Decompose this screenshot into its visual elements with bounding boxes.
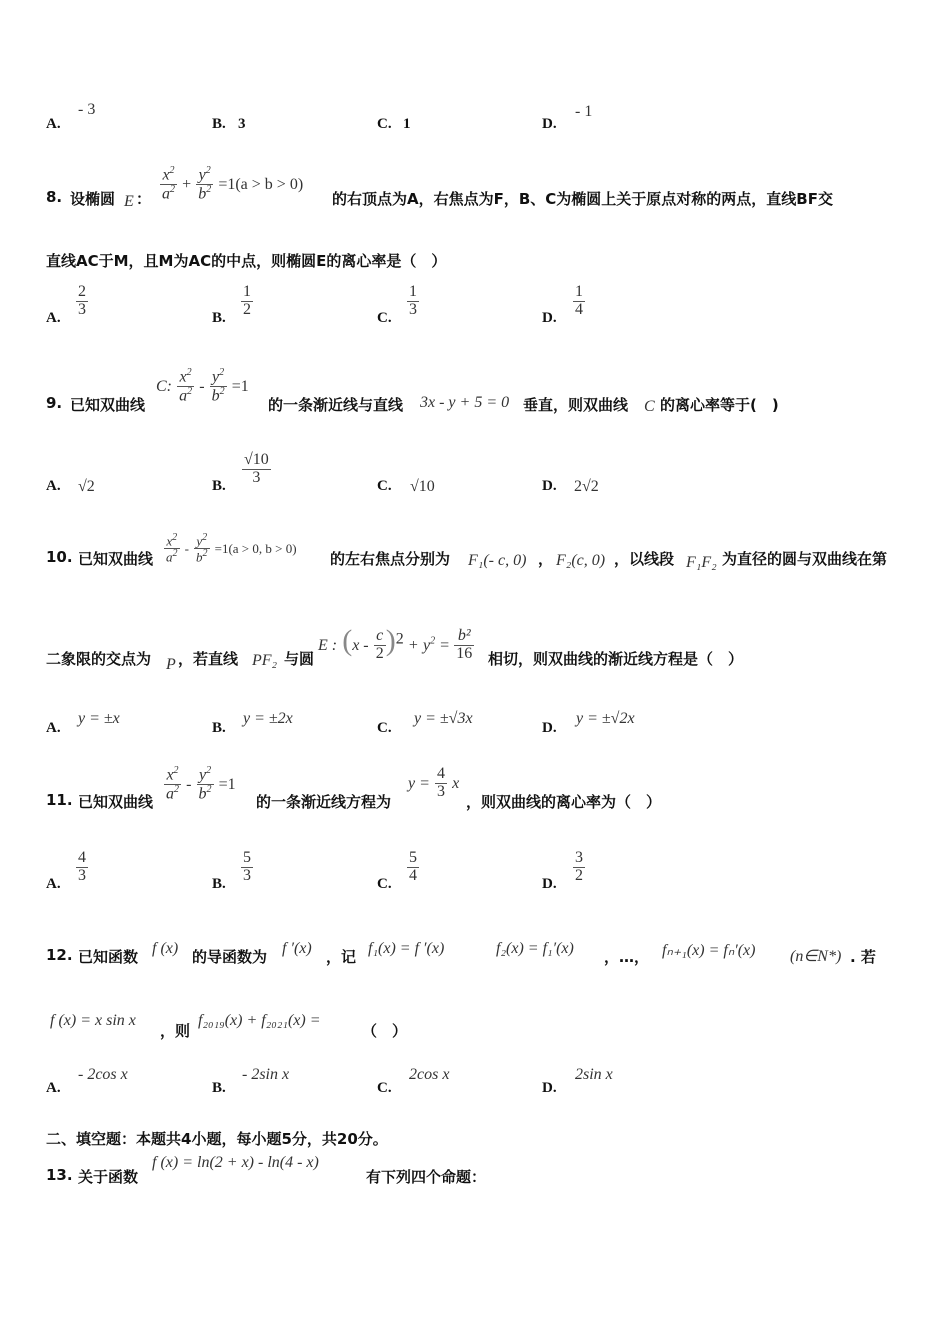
q7-option-b-value: 3 <box>238 116 246 132</box>
q9-option-a-value: √2 <box>78 478 95 495</box>
q12-option-d-value: 2sin x <box>575 1066 613 1083</box>
q7-option-b-label: B. <box>212 116 226 132</box>
q10-option-b-value: y = ±2x <box>243 710 293 727</box>
q11-option-b-value: 5 3 <box>243 849 251 884</box>
q12-option-a-label: A. <box>46 1080 61 1096</box>
q10-option-c-value: y = ±√3x <box>414 710 473 727</box>
q9-line-eq: 3x - y + 5 = 0 <box>420 394 510 411</box>
q10-point: P <box>166 656 176 673</box>
q8-option-a-value: 2 3 <box>78 283 86 318</box>
q12-paren: （ ） <box>362 1022 408 1040</box>
q10-segment: F₁F₂ <box>686 554 717 571</box>
q11-option-a-label: A. <box>46 876 61 892</box>
q12-domain: (n∈N*) <box>790 948 842 965</box>
q9-number: 9. <box>46 394 63 412</box>
q12-expr: f₂₀₁₉(x) + f₂₀₂₁(x) = <box>198 1012 321 1029</box>
q7-option-c-label: C. <box>377 116 392 132</box>
q9-prefix: 已知双曲线 <box>70 396 146 414</box>
q11-asymptote: y = $\frac{4}{3}$ x <box>408 765 460 800</box>
q8-equation: $\frac{x^2}{a^2}$ + $\frac{y^2}{b^2}$ =1(a > b > 0) <box>162 165 304 203</box>
q12-def1: f₁(x) = f ′(x) <box>368 940 445 957</box>
q12-fx: f (x) <box>152 940 179 957</box>
q8-text1: 的右顶点为A，右焦点为F，B、C为椭圆上关于原点对称的两点，直线BF交 <box>332 190 833 208</box>
q10-option-a-label: A. <box>46 720 61 736</box>
q9-text3: 的离心率等于( ) <box>660 396 779 414</box>
q9-curve-name: C <box>644 398 655 415</box>
q9-option-a-label: A. <box>46 478 61 494</box>
q7-option-a-value: - 3 <box>78 101 96 118</box>
q12-option-c-label: C. <box>377 1080 392 1096</box>
q11-option-b-label: B. <box>212 876 226 892</box>
q11-option-d-label: D. <box>542 876 557 892</box>
q9-equation: C: $\frac{x^2}{a^2}$ - $\frac{y^2}{b^2}$ =1 <box>156 367 249 405</box>
q9-option-c-value: √10 <box>410 478 435 495</box>
q7-option-c-value: 1 <box>403 116 411 132</box>
q9-option-c-label: C. <box>377 478 392 494</box>
q10-number: 10. <box>46 548 73 566</box>
q10-text7: 相切，则双曲线的渐近线方程是（ ） <box>488 650 744 668</box>
q10-f1: F₁(- c, 0) <box>468 552 527 569</box>
q8-equation-rest: =1(a > b > 0) <box>218 176 304 194</box>
q8-ellipse-name: E <box>124 193 134 210</box>
q9-option-b-label: B. <box>212 478 226 494</box>
q12-text4: ，则 <box>160 1022 191 1040</box>
q12-option-c-value: 2cos x <box>409 1066 450 1083</box>
q11-equation: $\frac{x^2}{a^2}$ - $\frac{y^2}{b^2}$ =1 <box>166 765 236 803</box>
q10-option-b-label: B. <box>212 720 226 736</box>
q11-option-c-value: 5 4 <box>409 849 417 884</box>
q8-option-a-label: A. <box>46 310 61 326</box>
q10-option-c-label: C. <box>377 720 392 736</box>
q10-line: PF₂ <box>252 652 278 669</box>
q10-prefix: 已知双曲线 <box>78 550 154 568</box>
q10-text1: 的左右焦点分别为 <box>330 550 451 568</box>
q10-text4: 二象限的交点为 <box>46 650 152 668</box>
q8-option-b-value: 1 2 <box>243 283 251 318</box>
q11-option-a-value: 4 3 <box>78 849 86 884</box>
q12-prefix: 已知函数 <box>78 948 139 966</box>
q8-option-c-value: 1 3 <box>409 283 417 318</box>
q8-option-b-label: B. <box>212 310 226 326</box>
q12-option-a-value: - 2cos x <box>78 1066 128 1083</box>
q12-text3: . 若 <box>850 948 876 966</box>
q10-text6: 与圆 <box>284 650 315 668</box>
q13-number: 13. <box>46 1166 73 1184</box>
q11-number: 11. <box>46 791 73 809</box>
q8-colon: ： <box>136 190 152 208</box>
q10-option-a-value: y = ±x <box>78 710 120 727</box>
q8-number: 8. <box>46 188 63 206</box>
q12-number: 12. <box>46 946 73 964</box>
q13-function: f (x) = ln(2 + x) - ln(4 - x) <box>152 1154 319 1171</box>
q12-given: f (x) = x sin x <box>50 1012 136 1029</box>
q10-circle-equation: E : (x - $\frac{c}{2}$ )$^2 + y^2$ = $\frac{\text{b²}}{16}$ <box>318 624 473 662</box>
q11-option-c-label: C. <box>377 876 392 892</box>
q10-option-d-value: y = ±√2x <box>576 710 635 727</box>
q7-option-d-value: - 1 <box>575 103 593 120</box>
q12-def2: f₂(x) = f₁′(x) <box>496 940 574 957</box>
q9-option-d-value: 2√2 <box>574 478 599 495</box>
q12-fpx: f ′(x) <box>282 940 312 957</box>
q13-prefix: 关于函数 <box>78 1168 139 1186</box>
q12-text1: 的导函数为 <box>192 948 268 966</box>
q10-text3: 为直径的圆与双曲线在第 <box>722 550 888 568</box>
q9-text1: 的一条渐近线与直线 <box>268 396 404 414</box>
section-2-heading: 二、填空题：本题共4小题，每小题5分，共20分。 <box>46 1130 388 1148</box>
q8-text2: 直线AC于M，且M为AC的中点，则椭圆E的离心率是（ ） <box>46 252 447 270</box>
q12-ellipsis: ，…， <box>604 948 650 966</box>
q12-text2: ，记 <box>326 948 357 966</box>
q10-text5: ，若直线 <box>178 650 239 668</box>
q12-option-d-label: D. <box>542 1080 557 1096</box>
q10-equation: $\frac{x^2}{a^2}$ - $\frac{y^2}{b^2}$ =1(a > 0, b > 0) <box>166 532 297 565</box>
q11-text1: 的一条渐近线方程为 <box>256 793 392 811</box>
q12-option-b-value: - 2sin x <box>242 1066 290 1083</box>
q8-option-c-label: C. <box>377 310 392 326</box>
q11-option-d-value: 3 2 <box>575 849 583 884</box>
q11-text2: ，则双曲线的离心率为（ ） <box>466 793 662 811</box>
q13-text1: 有下列四个命题： <box>366 1168 487 1186</box>
q12-def3: fₙ₊₁(x) = fₙ′(x) <box>662 942 756 959</box>
q10-option-d-label: D. <box>542 720 557 736</box>
q10-text2: ，以线段 <box>614 550 675 568</box>
q9-text2: 垂直，则双曲线 <box>523 396 629 414</box>
q8-prefix: 设椭圆 <box>70 190 116 208</box>
q7-option-d-label: D. <box>542 116 557 132</box>
q10-sep: ， <box>538 550 554 568</box>
q8-option-d-label: D. <box>542 310 557 326</box>
q10-f2: F₂(c, 0) <box>556 552 606 569</box>
q9-option-b-value: √10 3 <box>244 451 269 486</box>
q12-option-b-label: B. <box>212 1080 226 1096</box>
q11-prefix: 已知双曲线 <box>78 793 154 811</box>
q8-option-d-value: 1 4 <box>575 283 583 318</box>
q9-option-d-label: D. <box>542 478 557 494</box>
q7-option-a-label: A. <box>46 116 61 132</box>
